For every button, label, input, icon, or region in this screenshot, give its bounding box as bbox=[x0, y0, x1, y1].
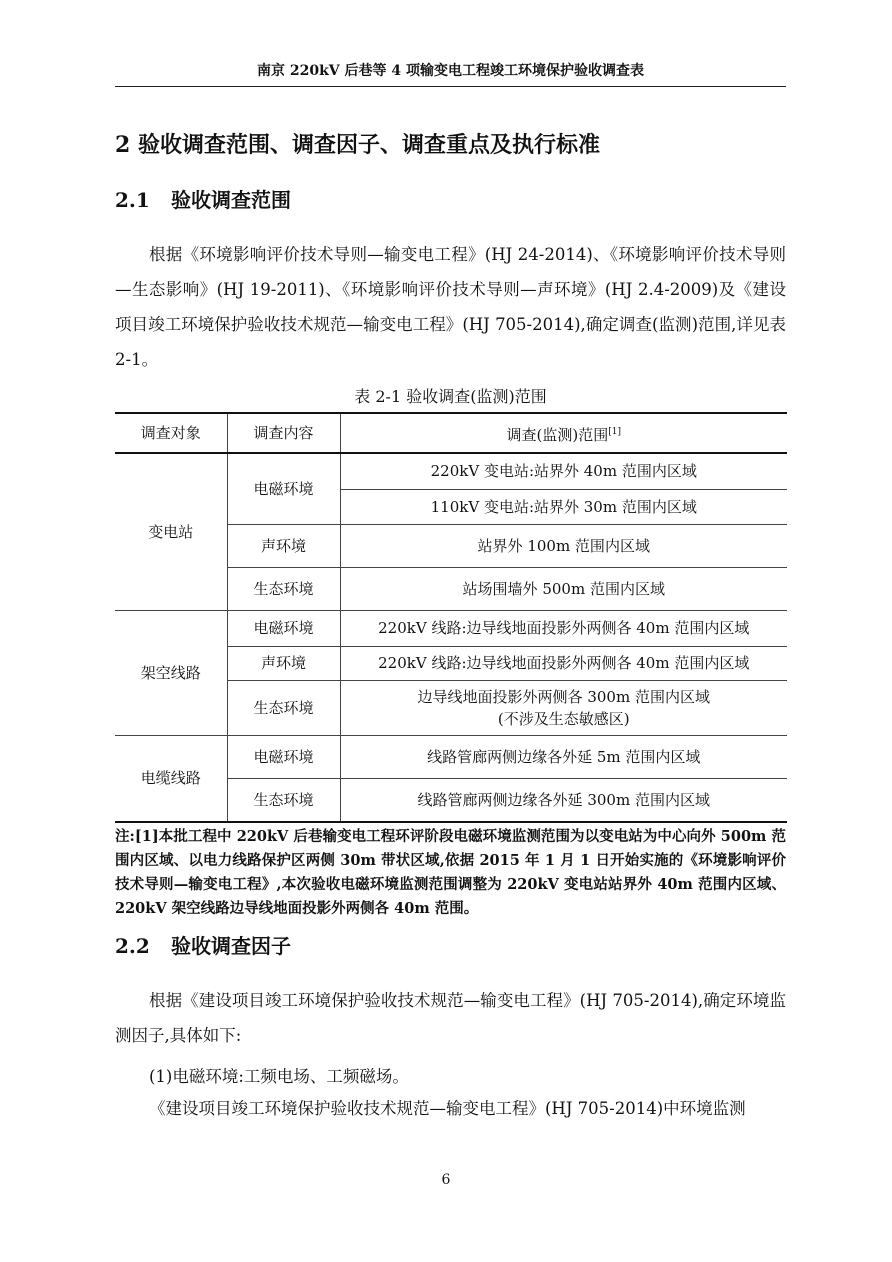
object-substation: 变电站 bbox=[115, 453, 227, 610]
factors-paragraph-continued: 《建设项目竣工环境保护验收技术规范—输变电工程》(HJ 705-2014)中环境监测 bbox=[149, 1099, 746, 1118]
subsection-title: 验收调查因子 bbox=[171, 934, 291, 958]
content-substation-noise: 声环境 bbox=[227, 524, 340, 567]
subsection-number: 2.2 bbox=[115, 934, 150, 958]
content-overhead-em: 电磁环境 bbox=[227, 610, 340, 646]
section-title: 2 验收调查范围、调查因子、调查重点及执行标准 bbox=[115, 132, 600, 158]
table-row bbox=[115, 735, 787, 778]
scope-cable-em: 线路管廊两侧边缘各外延 5m 范围内区域 bbox=[340, 735, 787, 778]
scope-overhead-noise: 220kV 线路:边导线地面投影外两侧各 40m 范围内区域 bbox=[340, 646, 787, 680]
content-cable-em: 电磁环境 bbox=[227, 735, 340, 778]
scope-substation-noise: 站界外 100m 范围内区域 bbox=[340, 524, 787, 567]
scope-overhead-em: 220kV 线路:边导线地面投影外两侧各 40m 范围内区域 bbox=[340, 610, 787, 646]
table-caption: 表 2-1 验收调查(监测)范围 bbox=[354, 387, 547, 406]
scope-overhead-eco-line2: (不涉及生态敏感区) bbox=[497, 709, 630, 728]
scope-overhead-eco-line1: 边导线地面投影外两侧各 300m 范围内区域 bbox=[417, 687, 710, 706]
header-scope bbox=[340, 413, 787, 453]
table-header-row bbox=[115, 413, 787, 453]
footnote-ref: [1] bbox=[608, 426, 621, 437]
table-row bbox=[115, 453, 787, 489]
page-number: 6 bbox=[441, 1172, 451, 1188]
subsection-heading-2-2 bbox=[115, 930, 291, 959]
content-overhead-noise: 声环境 bbox=[227, 646, 340, 680]
object-cable-line: 电缆线路 bbox=[115, 735, 227, 822]
content-substation-em: 电磁环境 bbox=[227, 453, 340, 524]
scope-table bbox=[115, 412, 787, 823]
factors-paragraph: 根据《建设项目竣工环境保护验收技术规范—输变电工程》(HJ 705-2014),确定环境监测因子,具体如下: bbox=[115, 991, 786, 1045]
header-object: 调查对象 bbox=[115, 413, 227, 453]
scope-paragraph: 根据《环境影响评价技术导则—输变电工程》(HJ 24-2014)、《环境影响评价技术导则—生态影响》(HJ 19-2011)、《环境影响评价技术导则—声环境》(HJ 2.4-2009)及《建设项目竣工环境保护验收技术规范—输变电工程》(HJ 705-2014),确定调查(监测)范围,详见表 2-1。 bbox=[115, 245, 786, 369]
subsection-title: 验收调查范围 bbox=[171, 188, 291, 212]
scope-substation-em-110: 110kV 变电站:站界外 30m 范围内区域 bbox=[340, 489, 787, 524]
table-footnote: 注:[1]本批工程中 220kV 后巷输变电工程环评阶段电磁环境监测范围为以变电站为中心向外 500m 范围内区域、以电力线路保护区两侧 30m 带状区域,依据 2015 年 1 月 1 日开始实施的《环境影响评价技术导则—输变电工程》,本次验收电磁环境监测范围调整为 220kV 变电站站界外 40m 范围内区域、220kV 架空线路边导线地面投影外两侧各 40m 范围。 bbox=[115, 828, 786, 917]
subsection-heading-2-1 bbox=[115, 184, 291, 213]
table-row bbox=[115, 610, 787, 646]
content-overhead-eco: 生态环境 bbox=[227, 680, 340, 735]
scope-substation-eco: 站场围墙外 500m 范围内区域 bbox=[340, 567, 787, 610]
scope-substation-em-220: 220kV 变电站:站界外 40m 范围内区域 bbox=[340, 453, 787, 489]
subsection-number: 2.1 bbox=[115, 188, 150, 212]
factors-item-1: (1)电磁环境:工频电场、工频磁场。 bbox=[149, 1067, 409, 1086]
running-header: 南京 220kV 后巷等 4 项输变电工程竣工环境保护验收调查表 bbox=[115, 60, 786, 87]
content-substation-eco: 生态环境 bbox=[227, 567, 340, 610]
scope-overhead-eco bbox=[340, 680, 787, 735]
scope-cable-eco: 线路管廊两侧边缘各外延 300m 范围内区域 bbox=[340, 778, 787, 822]
content-cable-eco: 生态环境 bbox=[227, 778, 340, 822]
object-overhead-line: 架空线路 bbox=[115, 610, 227, 735]
header-content: 调查内容 bbox=[227, 413, 340, 453]
header-scope-text: 调查(监测)范围 bbox=[506, 425, 609, 444]
